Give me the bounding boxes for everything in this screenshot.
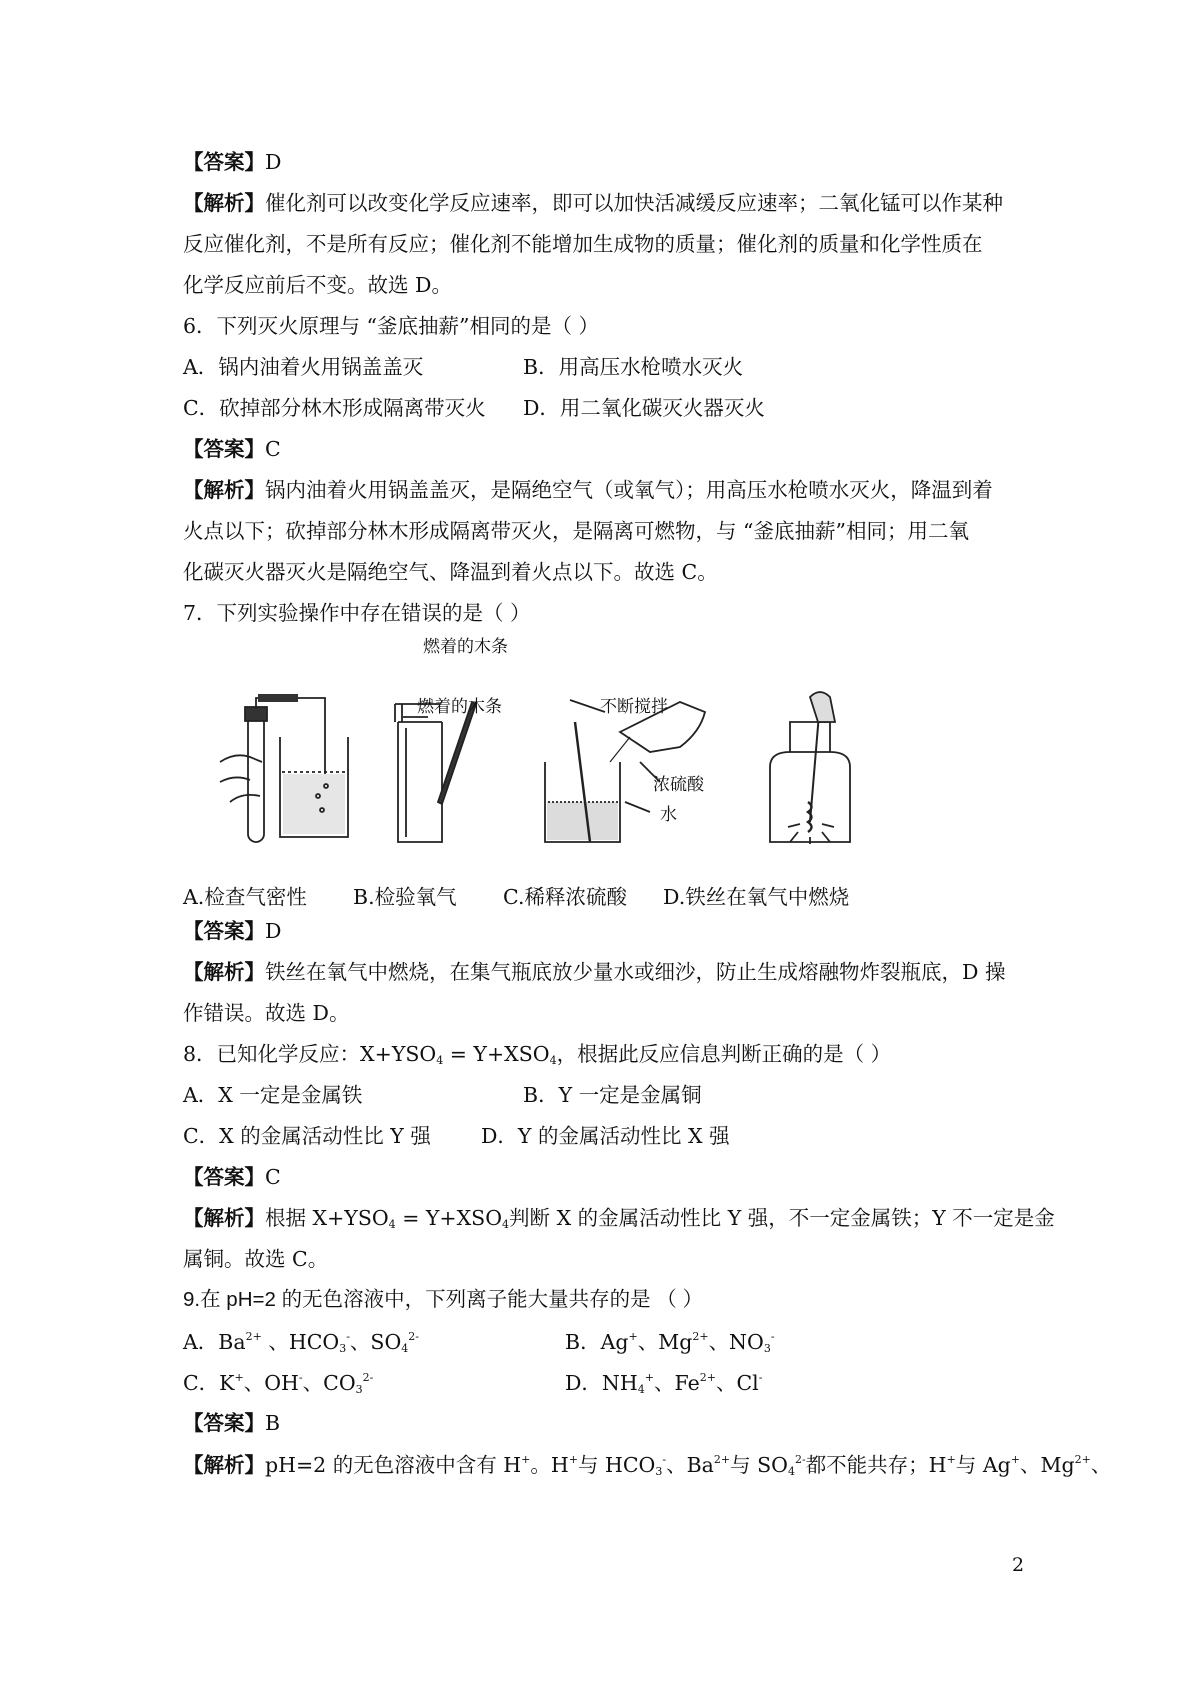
answer-value: C: [265, 437, 281, 461]
answer-label: 【答案】: [183, 437, 265, 461]
explanation-6-line-3: 化碳灭火器灭火是隔绝空气、降温到着火点以下。故选 C。: [183, 560, 718, 584]
superscript: 2+: [713, 1453, 731, 1466]
explanation-part: pH=2 的无色溶液中含有 H: [265, 1453, 522, 1477]
explanation-label: 【解析】: [183, 1206, 265, 1230]
explanation-part: 与 Ag: [955, 1453, 1011, 1477]
subscript: 3: [655, 1465, 663, 1478]
stem-part: = Y+XSO: [443, 1042, 550, 1066]
answer-value: D: [265, 919, 282, 943]
answer-label: 【答案】: [183, 150, 265, 174]
explanation-part: = Y+XSO: [395, 1206, 503, 1230]
answer-6: [183, 439, 281, 460]
explanation-part: 判断 X 的金属活动性比 Y 强，不一定金属铁；Y 不一定是金: [509, 1206, 1055, 1230]
answer-value: D: [265, 150, 282, 174]
explanation-7-line-2: 作错误。故选 D。: [183, 1001, 350, 1025]
explanation-5-line-1: [183, 193, 1003, 214]
figure-caption-b: B.检验氧气: [353, 885, 457, 909]
question-8-option-a: A．X 一定是金属铁: [183, 1083, 363, 1107]
answer-7: [183, 921, 281, 942]
explanation-label: 【解析】: [183, 960, 265, 984]
explanation-6-line-1: [183, 480, 993, 501]
superscript: -: [662, 1453, 667, 1466]
figure-caption-a: A.检查气密性: [183, 885, 307, 909]
explanation-part: 根据 X+YSO: [265, 1206, 389, 1230]
superscript: +: [1010, 1453, 1020, 1466]
superscript: 2-: [794, 1453, 806, 1466]
explanation-text: 锅内油着火用锅盖盖灭，是隔绝空气（或氧气）；用高压水枪喷水灭火，降温到着: [265, 478, 993, 502]
explanation-label: 【解析】: [183, 1453, 265, 1477]
answer-value: C: [265, 1165, 281, 1189]
iron-burning-apparatus: [770, 692, 850, 844]
page-number: 2: [1012, 1554, 1025, 1576]
answer-9: [183, 1413, 280, 1434]
question-8-option-d: D．Y 的金属活动性比 X 强: [481, 1124, 730, 1148]
explanation-text: 催化剂可以改变化学反应速率，即可以加快活减缓反应速率；二氧化锰可以作某种: [265, 191, 1003, 215]
explanation-part: 都不能共存；H: [805, 1453, 947, 1477]
answer-5: [183, 152, 281, 173]
explanation-5-line-2: 反应催化剂，不是所有反应；催化剂不能增加生成物的质量；催化剂的质量和化学性质在: [183, 232, 983, 256]
stem-part: ，根据此反应信息判断正确的是（ ）: [556, 1042, 892, 1066]
question-9-option-b: B．Ag+、$Mg^{2+}$、$NO_3^-$: [565, 1330, 775, 1355]
explanation-8-line-1: [183, 1208, 1055, 1230]
question-6-option-b: B．用高压水枪喷水灭火: [523, 355, 744, 379]
subscript: 4: [436, 1054, 444, 1067]
subscript: 4: [787, 1465, 795, 1478]
oxygen-test-apparatus: [395, 637, 508, 842]
question-9-option-a: A．$Ba^{2+}$ 、$HCO_3^-$、$SO_4^{2-}$: [183, 1330, 419, 1355]
answer-label: 【答案】: [183, 1411, 265, 1435]
superscript: +: [568, 1453, 578, 1466]
explanation-8-line-2: 属铜。故选 C。: [183, 1247, 329, 1271]
superscript: +: [521, 1453, 531, 1466]
explanation-9-line-1: [183, 1454, 1111, 1477]
explanation-part: 与 SO: [730, 1453, 788, 1477]
explanation-part: 。H: [530, 1453, 569, 1477]
stem-part: 8．已知化学反应：X+YSO: [183, 1042, 437, 1066]
stirring-label: 不断搅拌: [600, 697, 668, 717]
question-7-stem: 7．下列实验操作中存在错误的是（ ）: [183, 601, 531, 625]
figure-caption-c: C.稀释浓硫酸: [503, 885, 627, 909]
answer-8: [183, 1167, 281, 1188]
question-6-option-a: A．锅内油着火用锅盖盖灭: [183, 355, 424, 379]
explanation-label: 【解析】: [183, 191, 265, 215]
question-8-option-b: B．Y 一定是金属铜: [523, 1083, 702, 1107]
burning-stick-label: 燃着的木条: [423, 637, 508, 657]
question-8-option-c: C．X 的金属活动性比 Y 强: [183, 1124, 431, 1148]
superscript: +: [946, 1453, 956, 1466]
subscript: 4: [549, 1054, 557, 1067]
explanation-6-line-2: 火点以下；砍掉部分林木形成隔离带灭火，是隔离可燃物，与 “釜底抽薪”相同；用二氧: [183, 519, 969, 543]
subscript: 4: [502, 1218, 510, 1231]
explanation-5-line-3: 化学反应前后不变。故选 D。: [183, 273, 452, 297]
question-6-stem: 6．下列灭火原理与 “釜底抽薪”相同的是（ ）: [183, 314, 600, 338]
question-6-option-d: D．用二氧化碳灭火器灭火: [523, 396, 765, 420]
subscript: 4: [388, 1218, 396, 1231]
explanation-part: 与 HCO: [577, 1453, 656, 1477]
explanation-text: 铁丝在氧气中燃烧，在集气瓶底放少量水或细沙，防止生成熔融物炸裂瓶底，D 操: [265, 960, 1006, 984]
question-8-stem: [183, 1044, 891, 1066]
superscript: 2+: [1074, 1453, 1091, 1466]
airtightness-apparatus: [220, 694, 348, 842]
explanation-label: 【解析】: [183, 478, 265, 502]
experiment-figure: [210, 637, 980, 852]
water-label: 水: [660, 805, 677, 825]
question-9-option-c: C．K+、OH-、$CO_3^{2-}$: [183, 1371, 374, 1396]
question-6-option-c: C．砍掉部分林木形成隔离带灭火: [183, 396, 486, 420]
burning-stick-label: 燃着的木条: [417, 697, 502, 717]
answer-value: B: [265, 1411, 281, 1435]
answer-label: 【答案】: [183, 919, 265, 943]
explanation-7-line-1: [183, 962, 1005, 983]
explanation-part: 、Mg: [1019, 1453, 1075, 1477]
question-9-stem: 9.在 pH=2 的无色溶液中，下列离子能大量共存的是 （ ）: [183, 1288, 703, 1311]
concentrated-acid-label: 浓硫酸: [653, 775, 704, 795]
answer-label: 【答案】: [183, 1165, 265, 1189]
question-9-option-d: D．$NH_4^+$、$Fe^{2+}$、Cl-: [565, 1371, 763, 1396]
explanation-part: 、Ba: [666, 1453, 714, 1477]
explanation-part: 、: [1090, 1453, 1112, 1477]
figure-caption-d: D.铁丝在氧气中燃烧: [663, 885, 850, 909]
